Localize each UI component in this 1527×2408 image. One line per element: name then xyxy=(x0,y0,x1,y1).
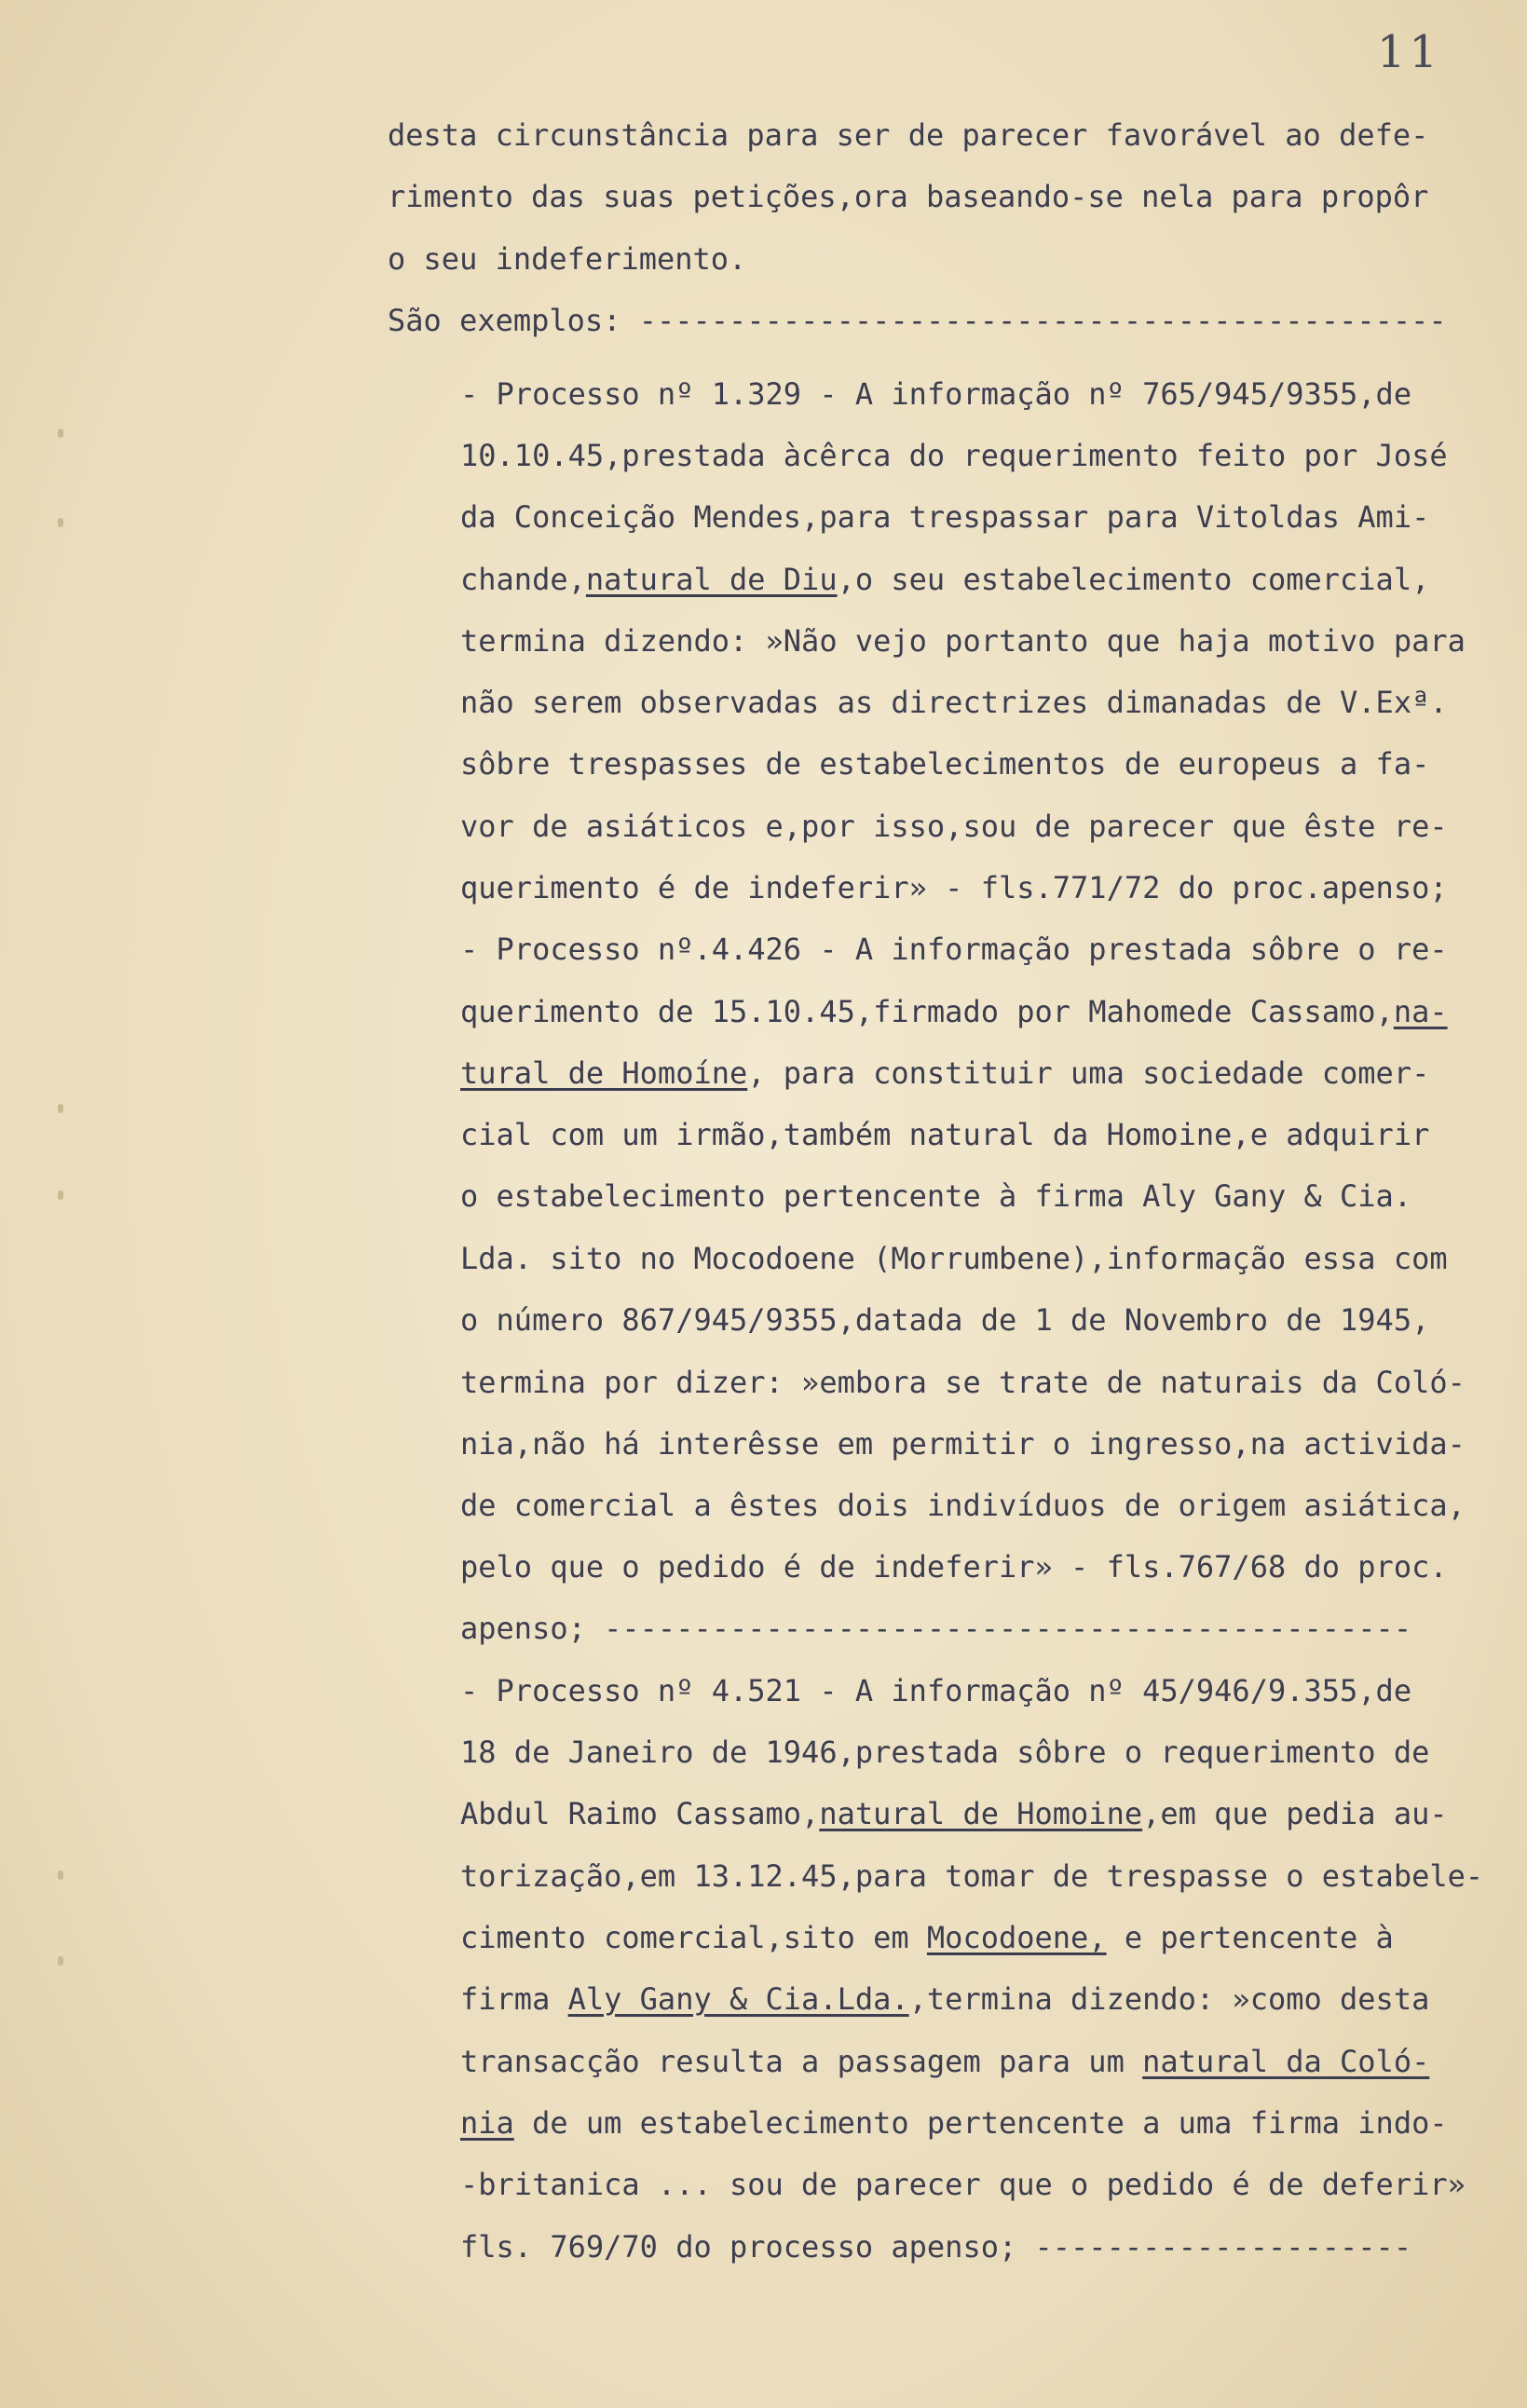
text-line xyxy=(460,1672,1411,1709)
underlined-text: natural de Homoine xyxy=(819,1796,1143,1831)
text-segment: o estabelecimento pertencente à firma Aly Gany & Cia. xyxy=(460,1178,1412,1214)
text-segment: Abdul Raimo Cassamo, xyxy=(460,1796,820,1831)
text-line xyxy=(460,1980,1429,2018)
text-segment: da Conceição Mendes,para trespassar para Vitoldas Ami- xyxy=(460,499,1430,535)
underlined-text: natural de Diu xyxy=(585,562,838,597)
text-line xyxy=(460,1610,1411,1647)
text-segment: vor de asiáticos e,por isso,sou de parecer que êste re- xyxy=(460,809,1448,844)
text-segment: não serem observadas as directrizes dimanadas de V.Exª. xyxy=(460,685,1448,720)
text-line xyxy=(460,1795,1448,1832)
text-line xyxy=(388,302,1447,339)
text-segment: sôbre trespasses de estabelecimentos de europeus a fa- xyxy=(460,746,1430,782)
text-segment: chande, xyxy=(460,562,586,597)
punch-hole-mark xyxy=(58,429,63,438)
text-segment: nia,não há interêsse em permitir o ingresso,na activida- xyxy=(460,1426,1466,1462)
underlined-text: tural de Homoíne xyxy=(460,1055,748,1091)
text-segment: ,em que pedia au- xyxy=(1142,1796,1448,1831)
text-line xyxy=(460,1857,1483,1895)
underlined-text: Mocodoene, xyxy=(926,1920,1107,1955)
text-line xyxy=(460,1364,1466,1401)
text-line xyxy=(460,993,1448,1030)
text-segment: desta circunstância para ser de parecer favorável ao defe- xyxy=(388,117,1429,153)
text-line xyxy=(460,498,1429,536)
punch-hole-mark xyxy=(58,518,63,527)
text-line xyxy=(460,808,1448,845)
punch-hole-mark xyxy=(58,1871,63,1880)
text-line xyxy=(460,561,1429,598)
text-segment: São exemplos: --------------------------------------------- xyxy=(388,303,1447,338)
text-segment: apenso; --------------------------------------------- xyxy=(460,1611,1412,1646)
underlined-text: nia xyxy=(460,2105,514,2141)
text-segment: fls. 769/70 do processo apenso; --------------------- xyxy=(460,2229,1412,2265)
text-segment: firma xyxy=(460,1981,568,2017)
text-segment: 18 de Janeiro de 1946,prestada sôbre o requerimento de xyxy=(460,1735,1430,1770)
text-segment: - Processo nº.4.426 - A informação prestada sôbre o re- xyxy=(460,932,1448,967)
text-segment: torização,em 13.12.45,para tomar de trespasse o estabele- xyxy=(460,1858,1484,1894)
text-segment: - Processo nº 4.521 - A informação nº 45/946/9.355,de xyxy=(460,1673,1412,1708)
text-segment: -britanica ... sou de parecer que o pedido é de deferir» xyxy=(460,2167,1466,2202)
text-segment: , para constituir uma sociedade comer- xyxy=(747,1055,1430,1091)
text-line xyxy=(460,1548,1448,1585)
text-segment: termina por dizer: »embora se trate de naturais da Coló- xyxy=(460,1365,1466,1400)
text-line xyxy=(460,1177,1411,1215)
text-segment: cimento comercial,sito em xyxy=(460,1920,927,1955)
text-line xyxy=(460,1054,1429,1092)
text-line xyxy=(388,240,746,278)
text-line xyxy=(460,1116,1429,1153)
text-line xyxy=(460,684,1448,721)
text-line xyxy=(460,931,1448,968)
text-segment: o número 867/945/9355,datada de 1 de Novembro de 1945, xyxy=(460,1302,1430,1338)
text-segment: 10.10.45,prestada àcêrca do requerimento feito por José xyxy=(460,438,1448,473)
text-line xyxy=(460,437,1448,474)
text-segment: de comercial a êstes dois indivíduos de origem asiática, xyxy=(460,1488,1466,1523)
text-line xyxy=(460,2166,1466,2203)
text-segment: querimento de 15.10.45,firmado por Mahomede Cassamo, xyxy=(460,994,1394,1029)
underlined-text: na- xyxy=(1393,994,1448,1029)
text-segment: Lda. sito no Mocodoene (Morrumbene),informação essa com xyxy=(460,1241,1448,1276)
text-line xyxy=(460,1487,1466,1524)
page-number: 11 xyxy=(1377,26,1442,78)
text-line xyxy=(460,622,1466,660)
text-line xyxy=(388,116,1428,154)
underlined-text: natural da Coló- xyxy=(1142,2044,1430,2079)
text-segment: rimento das suas petições,ora baseando-se nela para propôr xyxy=(388,179,1429,214)
punch-hole-mark xyxy=(58,1190,63,1200)
text-segment: transacção resulta a passagem para um xyxy=(460,2044,1143,2079)
underlined-text: Aly Gany & Cia.Lda. xyxy=(567,1981,909,2017)
text-segment: termina dizendo: »Não vejo portanto que haja motivo para xyxy=(460,623,1466,659)
text-segment: ,termina dizendo: »como desta xyxy=(908,1981,1430,2017)
punch-hole-mark xyxy=(58,1104,63,1113)
text-line xyxy=(460,1240,1448,1277)
text-segment: - Processo nº 1.329 - A informação nº 765/945/9355,de xyxy=(460,376,1412,412)
text-segment: o seu indeferimento. xyxy=(388,241,747,277)
text-line xyxy=(388,178,1428,215)
text-segment: querimento é de indeferir» - fls.771/72 do proc.apenso; xyxy=(460,870,1448,905)
text-line xyxy=(460,745,1429,782)
text-segment: pelo que o pedido é de indeferir» - fls.767/68 do proc. xyxy=(460,1549,1448,1585)
text-line xyxy=(460,1425,1466,1462)
text-segment: e pertencente à xyxy=(1106,1920,1394,1955)
text-segment: de um estabelecimento pertencente a uma firma indo- xyxy=(513,2105,1448,2141)
text-segment: cial com um irmão,também natural da Homoine,e adquirir xyxy=(460,1117,1430,1152)
text-line xyxy=(460,2104,1448,2142)
text-segment: ,o seu estabelecimento comercial, xyxy=(837,562,1430,597)
text-line xyxy=(460,869,1448,906)
text-line xyxy=(460,2228,1411,2265)
text-line xyxy=(460,1919,1394,1956)
text-line xyxy=(460,1734,1429,1771)
punch-hole-mark xyxy=(58,1956,63,1966)
text-line xyxy=(460,1301,1429,1339)
text-line xyxy=(460,375,1411,413)
text-line xyxy=(460,2043,1429,2080)
